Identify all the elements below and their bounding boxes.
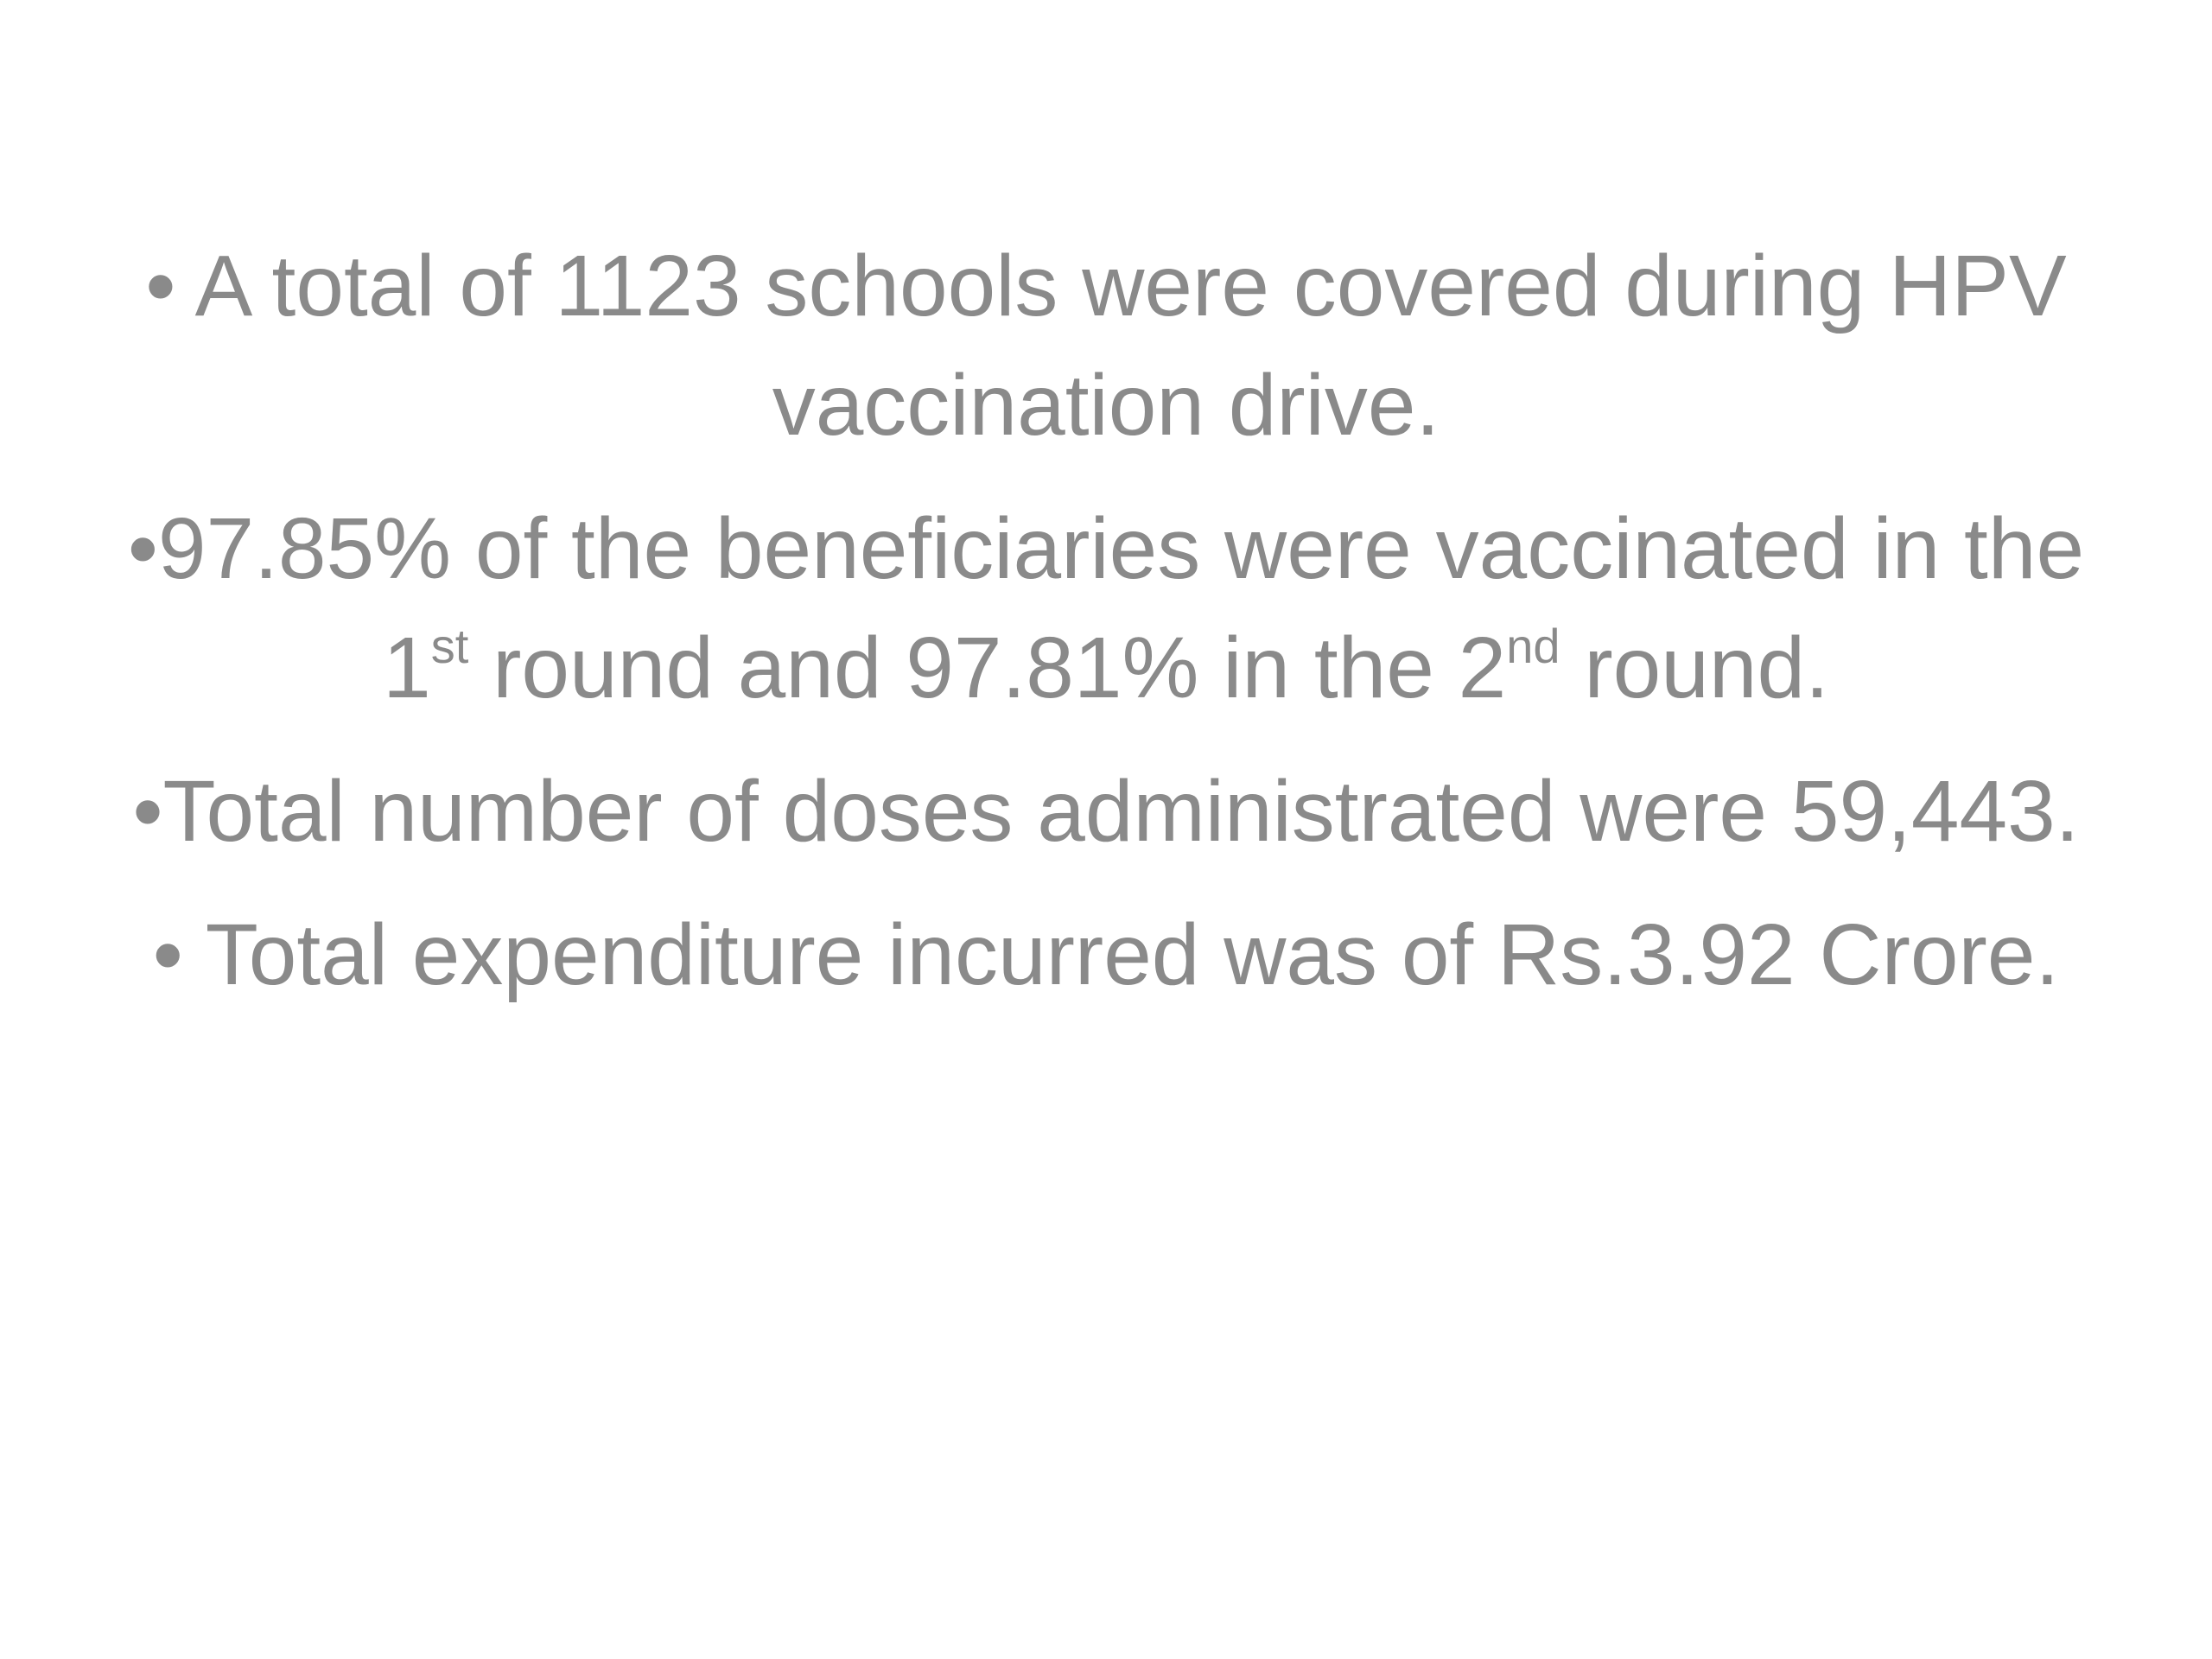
bullet-text: A total of 1123 schools were covered during HPV vaccination drive. [194,238,2067,454]
slide-body [86,226,2126,1039]
bullet-text-part: round. [1560,620,1829,716]
bullet-marker: • [145,238,195,334]
bullet-text: Total number of doses administrated were 59,443. [162,763,2080,860]
bullet-total-expenditure [86,895,2126,1014]
bullet-schools-covered [86,226,2126,465]
bullet-marker: • [127,500,158,597]
bullet-vaccination-rounds [86,489,2126,728]
ordinal-suffix: nd [1506,619,1560,673]
bullet-text: Total expenditure incurred was of Rs.3.92 Crore. [205,906,2060,1003]
ordinal-suffix: st [430,619,469,673]
bullet-marker: • [152,906,206,1003]
bullet-marker: • [132,763,163,860]
bullet-text-part: 97.85% of the beneficiaries were vaccinated in the 1 [157,500,2085,716]
bullet-doses-administered [86,752,2126,871]
bullet-text-part: round and 97.81% in the 2 [468,620,1507,716]
